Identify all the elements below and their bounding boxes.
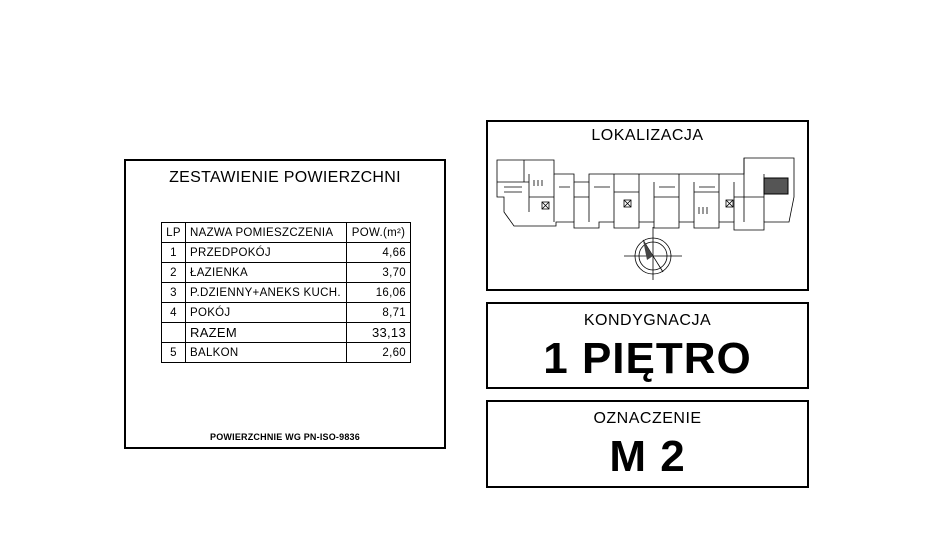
summary-title: ZESTAWIENIE POWIERZCHNI <box>169 169 401 186</box>
row-area: 3,70 <box>347 263 411 283</box>
row-area: 4,66 <box>347 243 411 263</box>
row-area: 2,60 <box>347 343 411 363</box>
header-room-name: NAZWA POMIESZCZENIA <box>186 223 347 243</box>
location-title: LOKALIZACJA <box>591 127 704 144</box>
designation-value: M 2 <box>609 432 686 481</box>
site-plan-drawing <box>494 152 802 282</box>
floor-title: KONDYGNACJA <box>583 312 712 329</box>
row-room-name: POKÓJ <box>186 303 347 323</box>
total-area: 33,13 <box>347 323 411 343</box>
table-row <box>162 243 411 263</box>
table-row <box>162 343 411 363</box>
location-panel <box>486 120 809 291</box>
row-lp: 5 <box>162 343 186 363</box>
row-lp: 2 <box>162 263 186 283</box>
row-room-name: P.DZIENNY+ANEKS KUCH. <box>186 283 347 303</box>
row-lp: 4 <box>162 303 186 323</box>
header-lp: LP <box>162 223 186 243</box>
designation-panel <box>486 400 809 488</box>
floor-value: 1 PIĘTRO <box>543 334 752 383</box>
table-row <box>162 283 411 303</box>
designation-title: OZNACZENIE <box>593 410 702 427</box>
floor-panel <box>486 302 809 389</box>
total-label: RAZEM <box>186 323 347 343</box>
row-lp: 1 <box>162 243 186 263</box>
row-room-name: ŁAZIENKA <box>186 263 347 283</box>
row-area: 16,06 <box>347 283 411 303</box>
area-table <box>161 222 411 363</box>
row-room-name: PRZEDPOKÓJ <box>186 243 347 263</box>
area-summary-panel <box>124 159 446 449</box>
header-area: POW.(m²) <box>347 223 411 243</box>
area-standard-footnote: POWIERZCHNIE WG PN-ISO-9836 <box>210 432 360 442</box>
row-room-name: BALKON <box>186 343 347 363</box>
row-area: 8,71 <box>347 303 411 323</box>
table-total-row <box>162 323 411 343</box>
table-row <box>162 263 411 283</box>
table-row <box>162 303 411 323</box>
table-header-row <box>162 223 411 243</box>
row-lp: 3 <box>162 283 186 303</box>
